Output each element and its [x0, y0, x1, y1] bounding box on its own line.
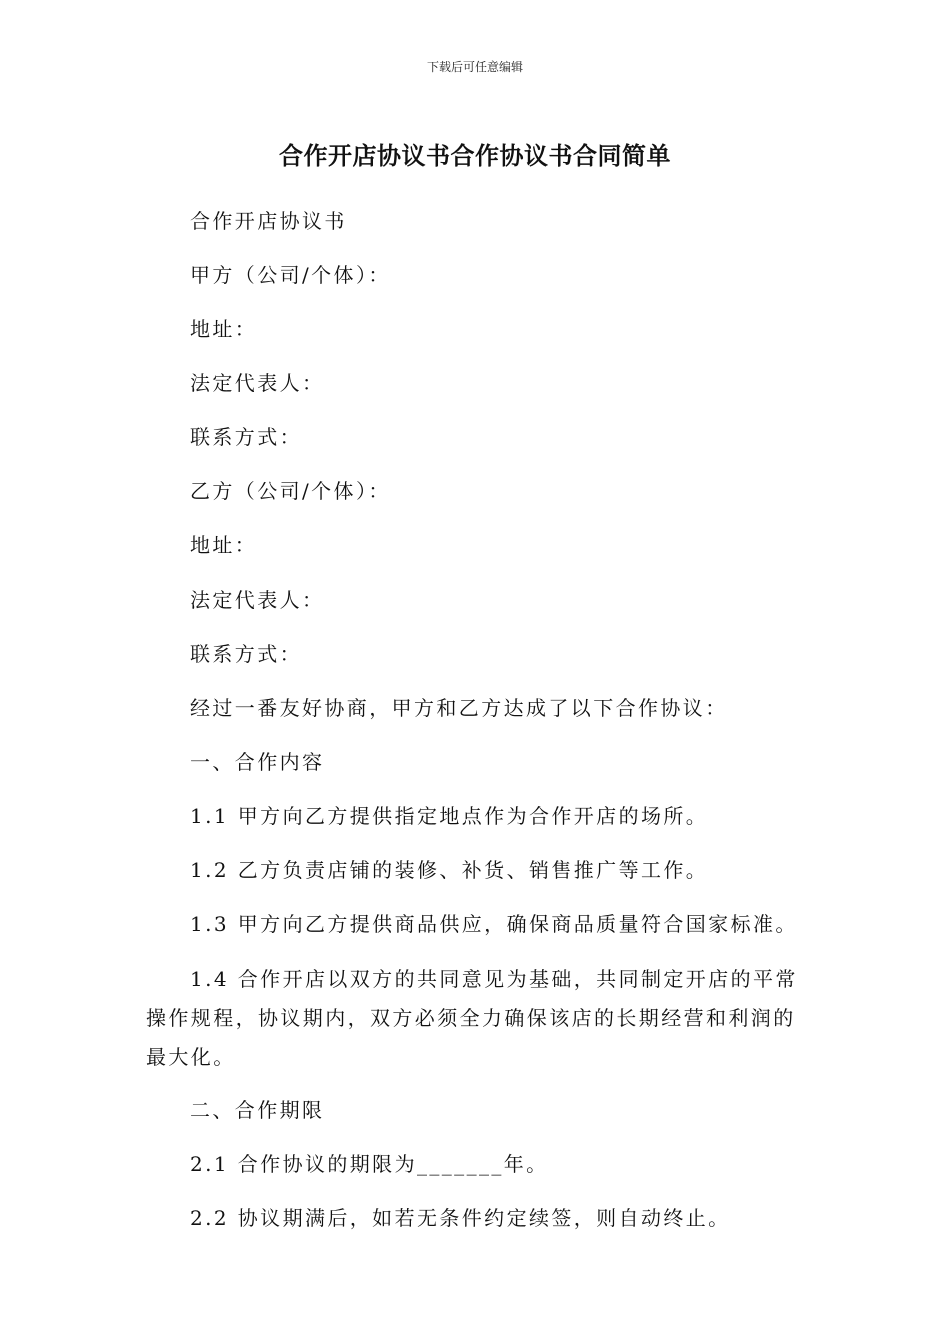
party-a-contact: 联系方式： — [190, 425, 302, 449]
clause-1-2: 1.2 乙方负责店铺的装修、补货、销售推广等工作。 — [190, 858, 709, 882]
clause-1-3: 1.3 甲方向乙方提供商品供应，确保商品质量符合国家标准。 — [190, 912, 798, 936]
section-2-heading: 二、合作期限 — [190, 1098, 325, 1122]
subtitle-line: 合作开店协议书 — [190, 209, 347, 233]
party-a-address: 地址： — [190, 317, 258, 341]
clause-1-1: 1.1 甲方向乙方提供指定地点作为合作开店的场所。 — [190, 804, 709, 828]
clause-2-1: 2.1 合作协议的期限为_______年。 — [190, 1152, 549, 1176]
clause-2-2: 2.2 协议期满后，如若无条件约定续签，则自动终止。 — [190, 1206, 731, 1230]
party-b-address: 地址： — [190, 533, 258, 557]
party-a-representative: 法定代表人： — [190, 371, 325, 395]
section-1-heading: 一、合作内容 — [190, 750, 325, 774]
clause-1-4: 1.4 合作开店以双方的共同意见为基础，共同制定开店的平常操作规程，协议期内，双方必须全力确保该店的长期经营和利润的最大化。 — [146, 967, 798, 1069]
party-b-representative: 法定代表人： — [190, 588, 325, 612]
document-title: 合作开店协议书合作协议书合同简单 — [279, 142, 671, 170]
party-a-label: 甲方（公司/个体）： — [190, 263, 391, 287]
party-b-label: 乙方（公司/个体）： — [190, 479, 391, 503]
party-b-contact: 联系方式： — [190, 642, 302, 666]
header-note: 下载后可任意编辑 — [426, 60, 523, 74]
intro-sentence: 经过一番友好协商，甲方和乙方达成了以下合作协议： — [190, 696, 728, 720]
